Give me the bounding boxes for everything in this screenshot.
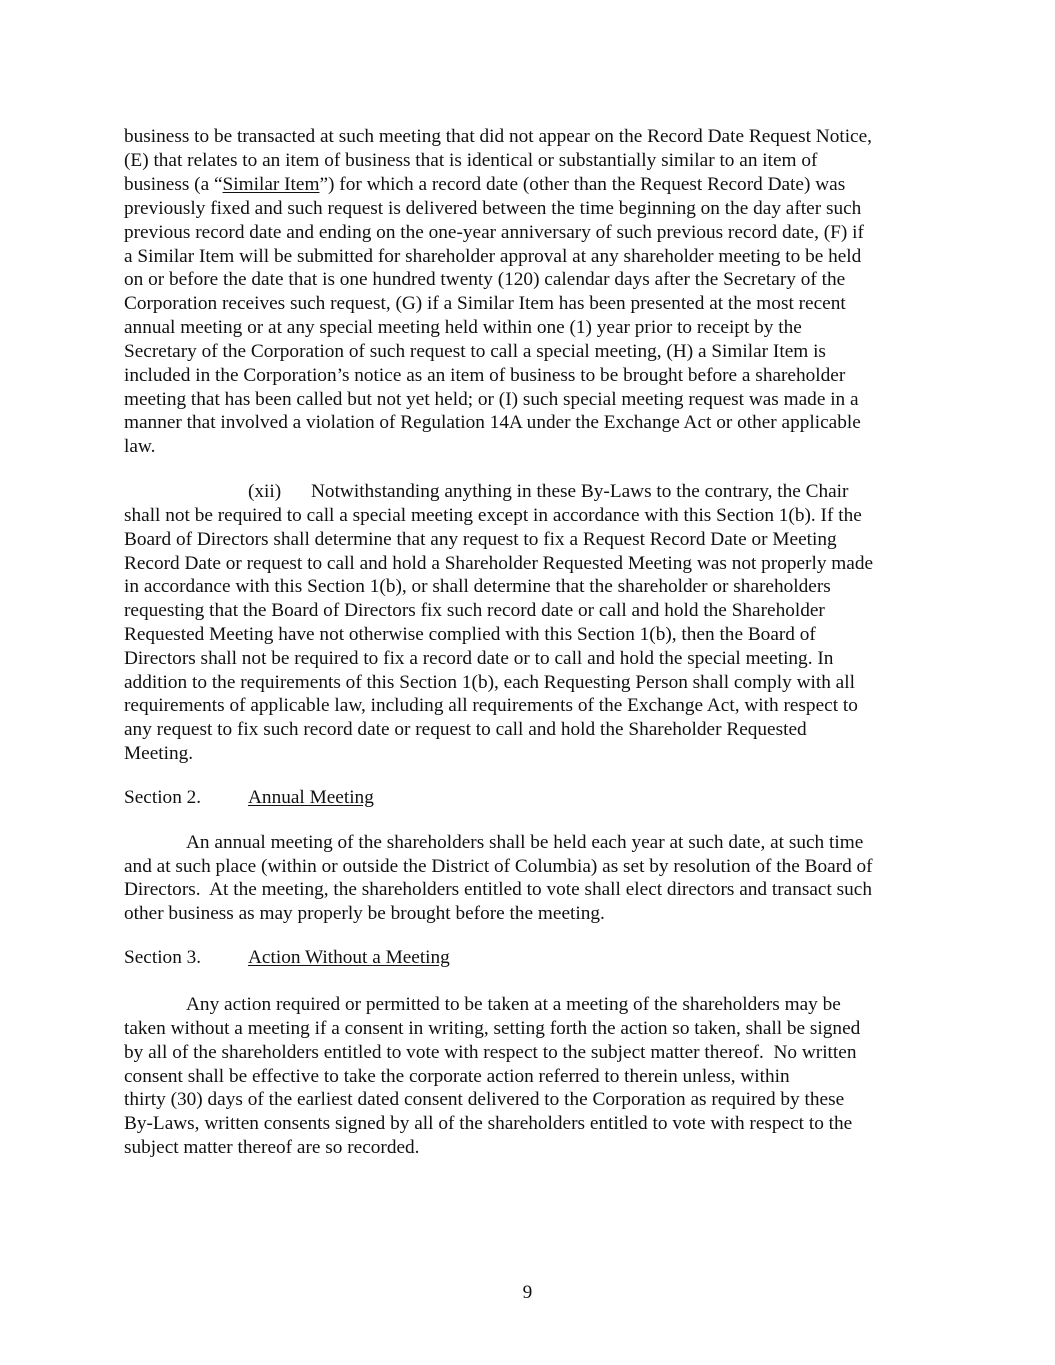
text-line [124,173,845,197]
section-title: Annual Meeting [248,787,374,808]
text-line: requesting that the Board of Directors fix such record date or call and hold the Shareholder [124,600,825,621]
text-line: shall not be required to call a special meeting except in accordance with this Section 1(b). If the [124,505,862,526]
text-line: a Similar Item will be submitted for shareholder approval at any shareholder meeting to be held [124,246,862,267]
text-line: Any action required or permitted to be taken at a meeting of the shareholders may be [186,994,841,1015]
text-line: any request to fix such record date or request to call and hold the Shareholder Requested [124,719,807,740]
text-line: meeting that has been called but not yet held; or (I) such special meeting request was made in a [124,389,859,410]
text-line: Corporation receives such request, (G) if a Similar Item has been presented at the most recent [124,293,846,314]
text-line: subject matter thereof are so recorded. [124,1137,420,1158]
text-line: Meeting. [124,743,194,764]
text-line: thirty (30) days of the earliest dated consent delivered to the Corporation as required by these [124,1089,845,1110]
section-label: Section 2. [124,787,202,808]
text-line: addition to the requirements of this Section 1(b), each Requesting Person shall comply with all [124,672,855,693]
text-line: taken without a meeting if a consent in writing, setting forth the action so taken, shall be signed [124,1018,861,1039]
defined-term: Similar Item [222,174,320,195]
text-line: Board of Directors shall determine that any request to fix a Request Record Date or Meeting [124,529,837,550]
text-line: Notwithstanding anything in these By-Laws to the contrary, the Chair [311,481,849,502]
section-label: Section 3. [124,947,202,968]
text-line: on or before the date that is one hundred twenty (120) calendar days after the Secretary of the [124,269,846,290]
text-line: annual meeting or at any special meeting held within one (1) year prior to receipt by the [124,317,802,338]
text-line: (E) that relates to an item of business that is identical or substantially similar to an item of [124,150,818,171]
text-line: other business as may properly be brought before the meeting. [124,903,605,924]
text-line: Requested Meeting have not otherwise complied with this Section 1(b), then the Board of [124,624,816,645]
text-line: Directors. At the meeting, the shareholders entitled to vote shall elect directors and transact such [124,879,872,900]
text-line: consent shall be effective to take the corporate action referred to therein unless, within [124,1066,790,1087]
text-fragment: business (a “ [124,174,223,195]
text-line: in accordance with this Section 1(b), or shall determine that the shareholder or shareholders [124,576,831,597]
page-number: 9 [522,1282,533,1303]
subsection-number: (xii) [248,481,282,502]
text-line: previously fixed and such request is delivered between the time beginning on the day after such [124,198,862,219]
text-line: and at such place (within or outside the District of Columbia) as set by resolution of the Board of [124,856,873,877]
text-line: business to be transacted at such meeting that did not appear on the Record Date Request Notice, [124,126,872,147]
text-line: Record Date or request to call and hold a Shareholder Requested Meeting was not properly made [124,553,874,574]
text-line: An annual meeting of the shareholders shall be held each year at such date, at such time [186,832,864,853]
text-line: law. [124,436,156,457]
section-title: Action Without a Meeting [248,947,450,968]
text-fragment: ”) for which a record date (other than the Request Record Date) was [319,174,846,195]
text-line: By-Laws, written consents signed by all of the shareholders entitled to vote with respect to the [124,1113,853,1134]
text-line: Directors shall not be required to fix a record date or to call and hold the special meeting. In [124,648,834,669]
text-line: included in the Corporation’s notice as an item of business to be brought before a shareholder [124,365,846,386]
text-line: Secretary of the Corporation of such request to call a special meeting, (H) a Similar Item is [124,341,826,362]
text-line: manner that involved a violation of Regulation 14A under the Exchange Act or other applicable [124,412,861,433]
text-line: previous record date and ending on the one-year anniversary of such previous record date, (F) if [124,222,864,243]
text-line: requirements of applicable law, including all requirements of the Exchange Act, with respect to [124,695,858,716]
text-line: by all of the shareholders entitled to vote with respect to the subject matter thereof. No written [124,1042,857,1063]
